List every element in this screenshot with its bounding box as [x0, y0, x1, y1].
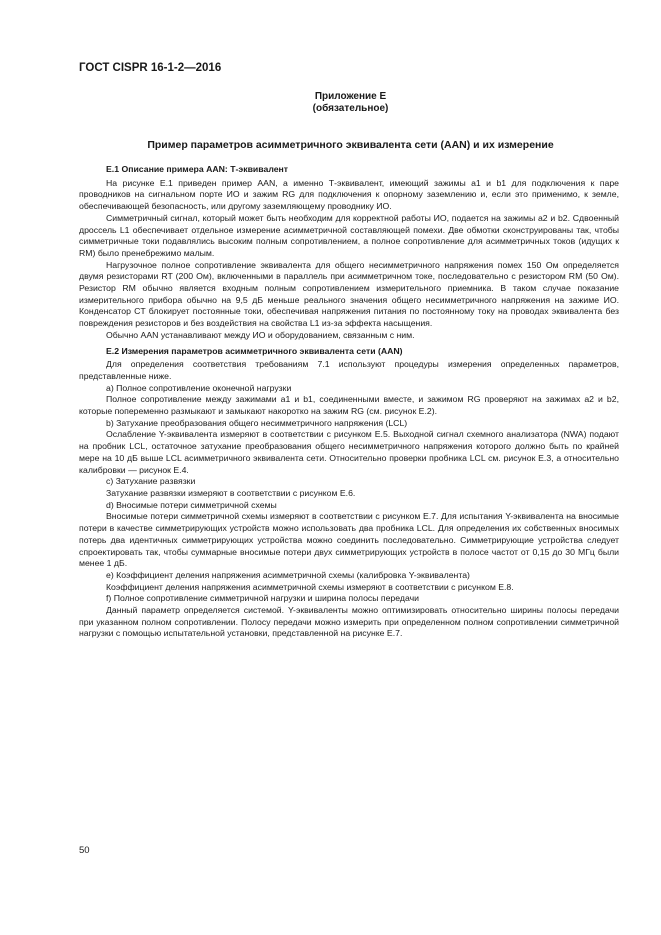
paragraph: Ослабление Y-эквивалента измеряют в соответствии с рисунком Е.5. Выходной сигнал схемного анализатора (NWA) подают на пробник LCL, остаточное затухание преобразования общего несимметричного напряжения которого должно быть по крайней мере на 10 дБ выше LCL асимметричного эквивалента сети. Относительно проверки пробника LCL см. рисунок Е.3, а относительно калибровки — рисунок Е.4.	[79, 429, 619, 475]
paragraph: Симметричный сигнал, который может быть необходим для корректной работы ИО, подается на зажимы a2 и b2. Сдвоенный дроссель L1 обеспечивает отдельное измерение асимметричной составляющей помехи. Две обмотки сконструированы так, чтобы симметричные токи подавлялись высоким полным сопротивлением, а полное сопротивление для асимметричных токов (идущих к RM) было пренебрежимо малым.	[79, 212, 619, 258]
paragraph: е) Коэффициент деления напряжения асимметричной схемы (калибровка Y-эквивалента)	[106, 569, 470, 580]
section-heading: Е.1 Описание примера AAN: Т-эквивалент	[106, 164, 289, 174]
paragraph: Коэффициент деления напряжения асимметричной схемы измеряют в соответствии с рисунком Е.8.	[106, 581, 514, 592]
annex-title: Приложение Е	[314, 91, 387, 102]
section-heading: Е.2 Измерения параметров асимметричного эквивалента сети (AAN)	[106, 345, 403, 356]
paragraph: Для определения соответствия требованиям 7.1 используют процедуры измерения определенных параметров, представленные ниже.	[79, 359, 619, 381]
paragraph: Затухание развязки измеряют в соответствии с рисунком Е.6.	[106, 487, 356, 498]
paragraph: Данный параметр определяется системой. Y-эквиваленты можно оптимизировать относительно ширины полосы передачи при указанном полном сопротивлении. Полосу передачи можно измерить при определенном полном сопротивлении симметричной нагрузки с помощью испытательной установки, представленной на рисунке Е.7.	[79, 605, 619, 639]
paragraph: а) Полное сопротивление оконечной нагрузки	[106, 382, 292, 393]
paragraph: d) Вносимые потери симметричной схемы	[106, 499, 277, 510]
document-body	[79, 164, 619, 640]
annex-main-title: Пример параметров асимметричного эквивалента сети (AAN) и их измерение	[147, 139, 554, 151]
paragraph: b) Затухание преобразования общего несимметричного напряжения (LCL)	[106, 417, 408, 428]
paragraph: с) Затухание развязки	[106, 476, 196, 487]
paragraph: f) Полное сопротивление симметричной нагрузки и ширина полосы передачи	[106, 593, 419, 604]
annex-heading	[0, 91, 661, 115]
annex-status: (обязательное)	[312, 103, 389, 114]
paragraph: На рисунке Е.1 приведен пример AAN, а именно Т-эквивалент, имеющий зажимы a1 и b1 для подключения к паре проводников на сигнальном порте ИО и зажим RG для подключения к опорному заземлению и, если это применимо, к земле, обеспечивающей безопасность, или другому заземляющему проводнику ИО.	[79, 177, 619, 212]
paragraph: Полное сопротивление между зажимами a1 и b1, соединенными вместе, и зажимом RG проверяют на зажимах a2 и b2, которые попеременно размыкают и замыкают накоротко на зажим RG (см. рисунок Е.2).	[79, 394, 619, 417]
standard-designation: ГОСТ CISPR 16-1-2—2016	[79, 62, 222, 74]
paragraph: Обычно AAN устанавливают между ИО и оборудованием, связанным с ним.	[106, 329, 415, 340]
paragraph: Нагрузочное полное сопротивление эквивалента для общего несимметричного напряжения помех 150 Ом определяется двумя резисторами RT (200 Ом), включенными в параллель при асимметричном токе, последовательно с резистором RM (50 Ом). Резистор RM обычно является входным полным сопротивлением измерительного приемника. В таком случае показание измерительного прибора обычно на 9,5 дБ меньше реального значения общего несимметричного напряжения на зажиме ИО. Конденсатор CT блокирует постоянные токи, обеспечивая напряжения питания по постоянному току на проводах эквивалента без повреждения резисторов и без воздействия на свойства L1 из-за эффекта насыщения.	[79, 259, 619, 329]
page-number: 50	[79, 845, 90, 856]
paragraph: Вносимые потери симметричной схемы измеряют в соответствии с рисунком Е.7. Для испытания Y-эквивалента на вносимые потери в качестве симметрирующих устройств можно использовать два пробника LCL. Для определения их собственных вносимых потерь два идентичных симметрирующих устройства можно соединить последовательно. Симметрирующие устройства следует спроектировать так, чтобы суммарные вносимые потери двух симметрирующих устройств в полосе частот от 0,15 до 30 МГц были менее 1 дБ.	[79, 511, 619, 569]
